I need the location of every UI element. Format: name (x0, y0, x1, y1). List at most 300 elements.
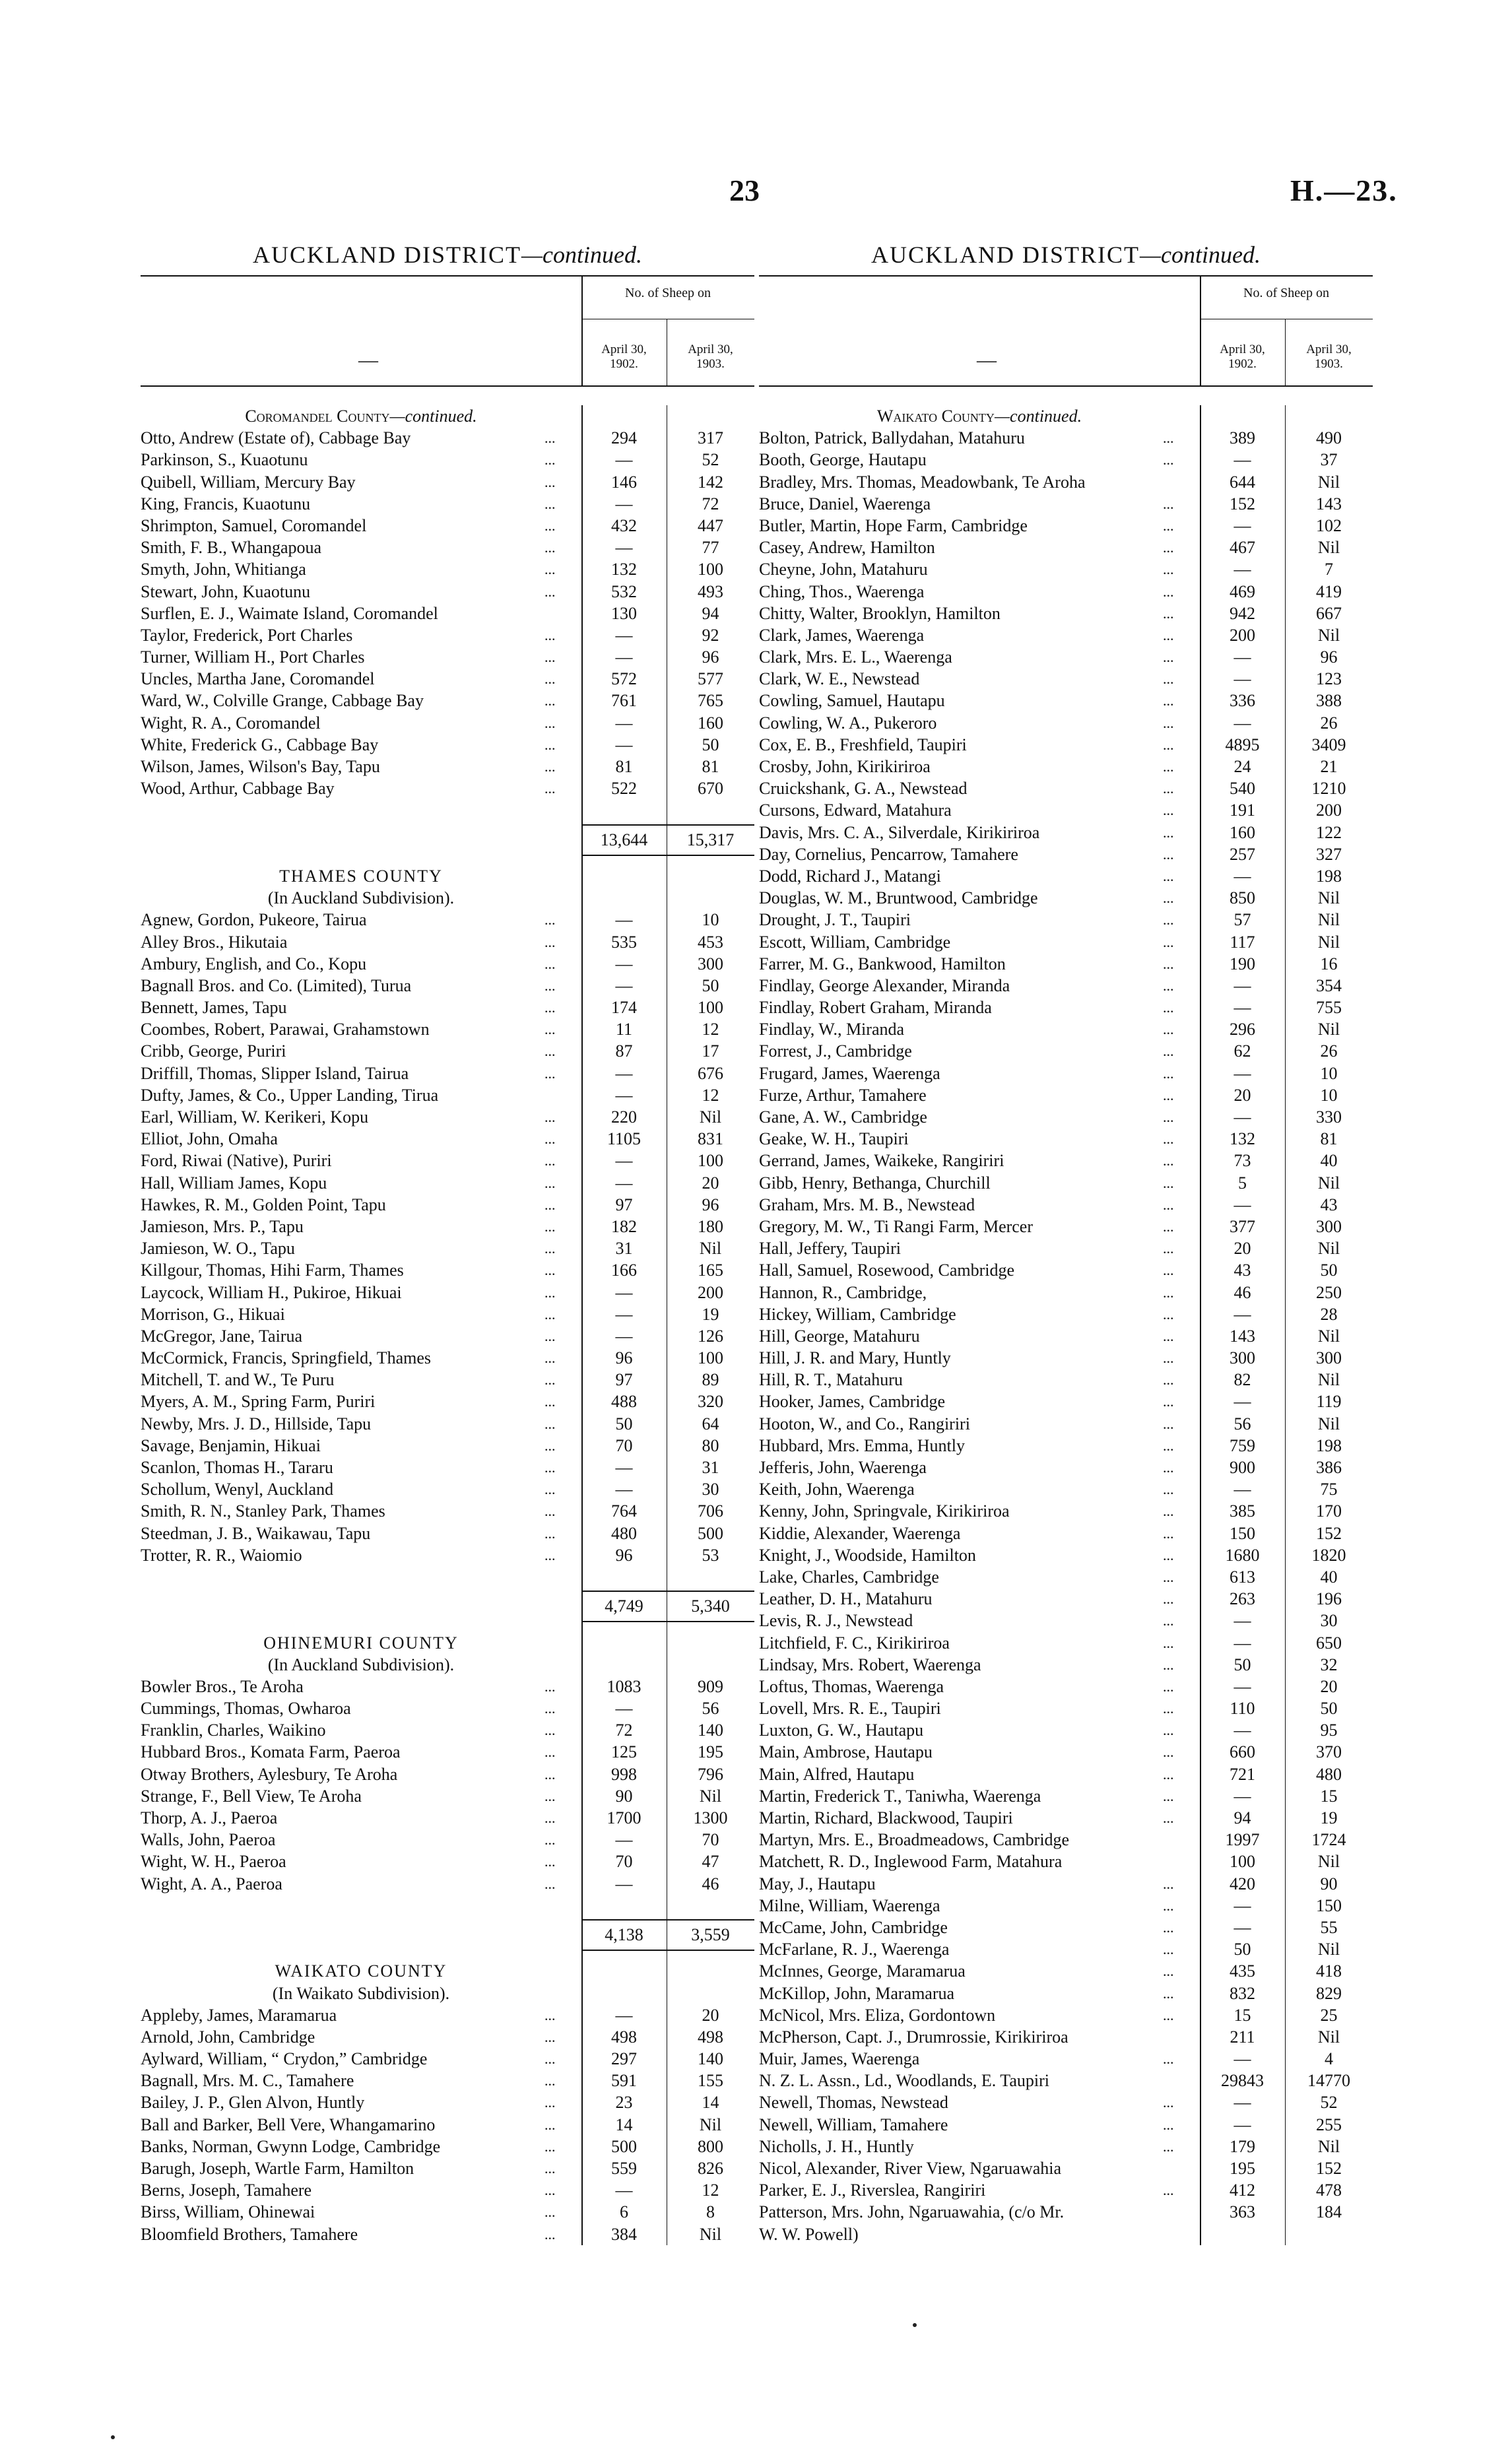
table-row (759, 1063, 1373, 1084)
table-row (141, 1128, 754, 1150)
sheep-1902: 190 (1230, 954, 1255, 973)
leader-dots: ... (544, 561, 556, 578)
leader-dots: ... (544, 1305, 556, 1323)
sheep-1903: 140 (698, 1721, 723, 1740)
sheep-1903: 300 (1316, 1216, 1342, 1236)
owner-name: Wood, Arthur, Cabbage Bay (141, 779, 335, 799)
leader-dots: ... (1163, 1525, 1174, 1542)
sheep-1903: 96 (1320, 647, 1338, 667)
leader-dots: ... (544, 2028, 556, 2045)
sheep-1902: — (1233, 975, 1251, 995)
leader-dots: ... (1163, 1240, 1174, 1257)
owner-name: Smyth, John, Whitianga (141, 560, 306, 579)
table-row (141, 1851, 754, 1872)
sheep-1903: Nil (1317, 932, 1340, 952)
leader-dots: ... (1163, 495, 1174, 512)
owner-name: Bennett, James, Tapu (141, 998, 287, 1018)
leader-dots: ... (544, 517, 556, 534)
owner-name: McNicol, Mrs. Eliza, Gordontown (759, 2005, 996, 2025)
sheep-1903: 330 (1316, 1107, 1342, 1127)
sheep-1902: 56 (1233, 1414, 1251, 1433)
sheep-1902: — (1233, 1611, 1251, 1631)
spacer (141, 1566, 754, 1588)
owner-name: Clark, Mrs. E. L., Waerenga (759, 647, 952, 667)
sheep-1903: 52 (702, 450, 719, 470)
leader-dots: ... (1163, 999, 1174, 1016)
sheep-1903: 123 (1316, 669, 1342, 689)
table-body (141, 405, 754, 2245)
sheep-1903: 30 (702, 1480, 719, 1499)
leader-dots: ... (544, 1700, 556, 1717)
owner-name: Bruce, Daniel, Waerenga (759, 494, 931, 513)
table-row (759, 2157, 1373, 2179)
leader-dots: ... (1163, 1787, 1174, 1804)
table-row (759, 1237, 1373, 1259)
leader-dots: ... (1163, 1437, 1174, 1454)
owner-name: Cowling, Samuel, Hautapu (759, 691, 945, 711)
leader-dots: ... (1163, 1963, 1174, 1980)
owner-name: McCormick, Francis, Springfield, Thames (141, 1348, 432, 1368)
sheep-1902: — (615, 1173, 633, 1193)
table-row (141, 1785, 754, 1807)
owner-name: Turner, William H., Port Charles (141, 647, 365, 667)
table-row (759, 1785, 1373, 1807)
header-dash: — (358, 349, 378, 371)
table-row (759, 712, 1373, 734)
sheep-1902: 297 (611, 2049, 637, 2069)
leader-dots: ... (544, 1043, 556, 1060)
table-row (141, 2136, 754, 2157)
sheep-1902: 300 (1230, 1348, 1255, 1368)
leader-dots: ... (544, 2116, 556, 2133)
sheep-1902: — (1233, 1786, 1251, 1806)
leader-dots: ... (544, 1262, 556, 1279)
table-row (141, 449, 754, 471)
table-row (141, 2070, 754, 2091)
leader-dots: ... (1163, 430, 1174, 447)
table-row (141, 1040, 754, 1062)
leader-dots: ... (1163, 1065, 1174, 1082)
sheep-1903: Nil (1317, 2136, 1340, 2156)
sheep-1902: — (615, 625, 633, 645)
sheep-1902: 50 (1233, 1655, 1251, 1674)
owner-name: Elliot, John, Omaha (141, 1129, 278, 1149)
table-row (141, 931, 754, 953)
total-row (141, 1917, 754, 1944)
table-row (759, 1938, 1373, 1960)
sheep-1903: 577 (698, 669, 723, 689)
table-row (141, 537, 754, 558)
owner-name: McPherson, Capt. J., Drumrossie, Kirikiriroa (759, 2027, 1068, 2047)
table-row (141, 493, 754, 515)
table-row (759, 1523, 1373, 1544)
table-row (141, 1719, 754, 1741)
table-header (141, 275, 754, 387)
owner-name: Otto, Andrew (Estate of), Cabbage Bay (141, 428, 411, 448)
sheep-1903: 12 (702, 1085, 719, 1105)
sheep-1902: 191 (1230, 801, 1255, 820)
sheep-1902: 257 (1230, 844, 1255, 864)
sheep-1903: 831 (698, 1129, 723, 1149)
leader-dots: ... (544, 911, 556, 929)
leader-dots: ... (1163, 911, 1174, 929)
sheep-1903: 100 (698, 1151, 723, 1171)
owner-name: Hall, William James, Kopu (141, 1173, 327, 1193)
sheep-1902: — (615, 2005, 633, 2025)
owner-name: Litchfield, F. C., Kirikiriroa (759, 1633, 950, 1653)
leader-dots: ... (1163, 1941, 1174, 1958)
leader-dots: ... (1163, 2051, 1174, 2068)
table-row (759, 1960, 1373, 1982)
printer-mark (913, 2323, 917, 2327)
sheep-1902: — (1233, 2049, 1251, 2069)
table-row (759, 624, 1373, 646)
leader-dots: ... (1163, 1174, 1174, 1191)
sheep-1902: 97 (615, 1195, 633, 1214)
table-row (759, 1391, 1373, 1412)
sheep-1903: 1300 (693, 1808, 728, 1827)
table-row (141, 1676, 754, 1697)
table-row (759, 515, 1373, 537)
sheep-1902: 132 (611, 560, 637, 579)
owner-name: Douglas, W. M., Bruntwood, Cambridge (759, 888, 1038, 908)
column-heading (141, 241, 754, 275)
leader-dots: ... (544, 1481, 556, 1498)
owner-name: Hooker, James, Cambridge (759, 1392, 946, 1412)
leader-dots: ... (544, 714, 556, 731)
leader-dots: ... (1163, 517, 1174, 534)
owner-name: Day, Cornelius, Pencarrow, Tamahere (759, 844, 1018, 864)
sheep-1902: 336 (1230, 691, 1255, 711)
owner-name: Knight, J., Woodside, Hamilton (759, 1545, 976, 1565)
table-row (141, 581, 754, 603)
table-body (759, 405, 1373, 2245)
owner-name: Cribb, George, Puriri (141, 1041, 286, 1061)
table-row (141, 558, 754, 580)
leader-dots: ... (544, 1459, 556, 1476)
owner-name: Davis, Mrs. C. A., Silverdale, Kirikiriroa (759, 822, 1040, 842)
leader-dots: ... (544, 1678, 556, 1695)
sheep-1903: 100 (698, 998, 723, 1018)
leader-dots: ... (1163, 1897, 1174, 1914)
sheep-1903: 50 (1320, 1261, 1338, 1280)
sheep-1902: 644 (1230, 472, 1255, 492)
sheep-1903: 37 (1320, 450, 1338, 470)
owner-name: Booth, George, Hautapu (759, 450, 927, 470)
table-row (141, 734, 754, 756)
table-row (759, 1632, 1373, 1654)
table-row (759, 1741, 1373, 1763)
table-row (759, 537, 1373, 558)
owner-name: Parker, E. J., Riverslea, Rangiriri (759, 2181, 986, 2200)
sheep-1902: — (615, 713, 633, 733)
section-suffix: —continued. (389, 407, 477, 426)
sheep-1903: 170 (1316, 1501, 1342, 1521)
leader-dots: ... (1163, 1765, 1174, 1783)
owner-name: Laycock, William H., Pukiroe, Hikuai (141, 1282, 402, 1302)
owner-name: Bagnall, Mrs. M. C., Tamahere (141, 2071, 354, 2091)
table-row (141, 1523, 754, 1544)
owner-name: Aylward, William, “ Crydon,” Cambridge (141, 2049, 428, 2069)
sheep-1903: 72 (702, 494, 719, 513)
owner-name: Ching, Thos., Waerenga (759, 581, 925, 601)
sheep-1903: Nil (699, 1786, 722, 1806)
table-row (141, 1457, 754, 1478)
sheep-1902: 82 (1233, 1370, 1251, 1390)
owner-name: Ford, Riwai (Native), Puriri (141, 1151, 332, 1171)
leader-dots: ... (544, 1437, 556, 1454)
sheep-1902: 87 (615, 1041, 633, 1061)
table-row (141, 646, 754, 668)
sheep-1903: 81 (1320, 1129, 1338, 1149)
section-title: (In Waikato Subdivision). (272, 1983, 450, 2003)
table-row (141, 1391, 754, 1412)
owner-name: Matchett, R. D., Inglewood Farm, Matahura (759, 1852, 1063, 1872)
leader-dots: ... (1163, 561, 1174, 578)
table-row (759, 1829, 1373, 1851)
sheep-1903: 95 (1320, 1721, 1338, 1740)
document-code: H.—23. (1290, 174, 1398, 207)
owner-name: McFarlane, R. J., Waerenga (759, 1940, 950, 1959)
owner-name: Jefferis, John, Waerenga (759, 1458, 927, 1477)
leader-dots: ... (544, 1831, 556, 1849)
table-row (759, 2091, 1373, 2113)
owner-name: Otway Brothers, Aylesbury, Te Aroha (141, 1764, 398, 1784)
owner-name: Appleby, James, Maramarua (141, 2005, 337, 2025)
table-row (759, 777, 1373, 799)
section-heading (141, 1654, 581, 1676)
sheep-1902: — (1233, 515, 1251, 535)
sheep-1902: 20 (1233, 1085, 1251, 1105)
sheep-1903: 667 (1316, 603, 1342, 623)
sheep-1902: — (1233, 669, 1251, 689)
sheep-1902: 11 (615, 1020, 633, 1039)
leader-dots: ... (544, 999, 556, 1016)
leader-dots: ... (1163, 1612, 1174, 1629)
leader-dots: ... (1163, 1021, 1174, 1038)
sheep-1903: 31 (702, 1458, 719, 1477)
sheep-1902: 174 (611, 998, 637, 1018)
sheep-1903: 8 (706, 2202, 715, 2222)
table-row (759, 1216, 1373, 1237)
leader-dots: ... (544, 2160, 556, 2177)
sheep-1903: 7 (1325, 560, 1333, 579)
owner-name: Lindsay, Mrs. Robert, Waerenga (759, 1655, 981, 1674)
table-row (759, 1588, 1373, 1610)
sheep-1902: 263 (1230, 1589, 1255, 1609)
leader-dots: ... (544, 2138, 556, 2155)
table-row (759, 1347, 1373, 1369)
sheep-1903: Nil (699, 1239, 722, 1259)
owner-name: Hill, R. T., Matahuru (759, 1370, 903, 1390)
table-row (759, 646, 1373, 668)
owner-name: Cruickshank, G. A., Newstead (759, 779, 968, 799)
owner-name: McGregor, Jane, Tairua (141, 1326, 303, 1346)
year-label: April 30, (601, 343, 647, 356)
table-row (759, 1983, 1373, 2004)
sheep-1902: 721 (1230, 1764, 1255, 1784)
owner-name: Bailey, J. P., Glen Alvon, Huntly (141, 2093, 365, 2113)
sheep-1903: 493 (698, 581, 723, 601)
table-row (759, 471, 1373, 493)
sheep-1903: 200 (1316, 801, 1342, 820)
owner-name: Hill, George, Matahuru (759, 1326, 920, 1346)
table-row (141, 1237, 754, 1259)
sheep-1902: 900 (1230, 1458, 1255, 1477)
table-row (759, 1807, 1373, 1829)
leader-dots: ... (544, 1218, 556, 1235)
sheep-1903: 15 (1320, 1786, 1338, 1806)
sheep-1903: 119 (1316, 1392, 1342, 1412)
owner-name: Butler, Martin, Hope Farm, Cambridge (759, 515, 1028, 535)
sheep-1902: — (1233, 1917, 1251, 1937)
sheep-1902: 532 (611, 581, 637, 601)
table-row (759, 558, 1373, 580)
owner-name: McCame, John, Cambridge (759, 1917, 948, 1937)
table-row (141, 1763, 754, 1785)
owner-name: Coombes, Robert, Parawai, Grahamstown (141, 1020, 430, 1039)
sheep-1902: 6 (620, 2202, 628, 2222)
sheep-1903: 92 (702, 625, 719, 645)
leader-dots: ... (544, 977, 556, 994)
sheep-1903: 32 (1320, 1655, 1338, 1674)
leader-dots: ... (544, 1327, 556, 1344)
leader-dots: ... (1163, 1503, 1174, 1520)
sheep-1902: — (1233, 1392, 1251, 1412)
sheep-1902: 572 (611, 669, 637, 689)
owner-name: Hawkes, R. M., Golden Point, Tapu (141, 1195, 386, 1214)
sheep-1902: 761 (611, 691, 637, 711)
leader-dots: ... (1163, 1568, 1174, 1585)
sheep-1902: 500 (611, 2136, 637, 2156)
sheep-1903: 50 (702, 735, 719, 754)
owner-name: McKillop, John, Maramarua (759, 1983, 955, 2003)
sheep-1903: 386 (1316, 1458, 1342, 1477)
leader-dots: ... (1163, 1327, 1174, 1344)
sheep-1903: 196 (1316, 1589, 1342, 1609)
sheep-1903: 19 (1320, 1808, 1338, 1827)
year-1902-header (1200, 343, 1285, 372)
owner-name: Myers, A. M., Spring Farm, Puriri (141, 1392, 376, 1412)
sheep-1902: 72 (615, 1721, 633, 1740)
leader-dots: ... (544, 430, 556, 447)
table-row (759, 1172, 1373, 1194)
leader-dots: ... (544, 692, 556, 709)
owner-name: Smith, F. B., Whangapoua (141, 538, 322, 558)
leader-dots: ... (544, 1787, 556, 1804)
sheep-1903: 165 (698, 1261, 723, 1280)
sheep-1903: 96 (702, 1195, 719, 1214)
sheep-1902: 117 (1230, 932, 1255, 952)
owner-name: Findlay, George Alexander, Miranda (759, 975, 1010, 995)
sheep-1902: 182 (611, 1216, 637, 1236)
sheep-1902: 1680 (1225, 1545, 1260, 1565)
sheep-1902: — (1233, 2093, 1251, 2113)
table-row (759, 1128, 1373, 1150)
owner-name: Gerrand, James, Waikeke, Rangiriri (759, 1151, 1004, 1171)
table-row (759, 1194, 1373, 1216)
sheep-1902: 220 (611, 1107, 637, 1127)
table-row (759, 1873, 1373, 1895)
owner-name: Keith, John, Waerenga (759, 1480, 915, 1499)
owner-name: Dodd, Richard J., Matangi (759, 866, 941, 886)
table-row (141, 975, 754, 997)
leader-dots: ... (1163, 1305, 1174, 1323)
section-title: Coromandel County (245, 407, 390, 426)
sheep-1903: 122 (1316, 822, 1342, 842)
sheep-1902: — (1233, 1304, 1251, 1324)
leader-dots: ... (544, 671, 556, 688)
sheep-1902: 540 (1230, 779, 1255, 799)
owner-name: Strange, F., Bell View, Te Aroha (141, 1786, 362, 1806)
leader-dots: ... (544, 1393, 556, 1410)
leader-dots: ... (1163, 1393, 1174, 1410)
leader-dots: ... (544, 1810, 556, 1826)
section-title: Waikato County (876, 407, 995, 426)
sheep-1902: 179 (1230, 2136, 1255, 2156)
table-row (141, 2179, 754, 2201)
owner-name: Clark, James, Waerenga (759, 625, 925, 645)
printer-mark (111, 2435, 115, 2439)
leader-dots: ... (1163, 2094, 1174, 2111)
table-row (759, 734, 1373, 756)
table-row (141, 1084, 754, 1106)
sheep-1902: 23 (615, 2093, 633, 2113)
sheep-1903: 10 (702, 910, 719, 930)
table-row (141, 1500, 754, 1522)
sheep-1902: 130 (611, 603, 637, 623)
table-row (141, 997, 754, 1018)
table-row (759, 997, 1373, 1018)
table-row (141, 2026, 754, 2048)
table-row (759, 2223, 1373, 2245)
owner-name: Drought, J. T., Taupiri (759, 910, 911, 930)
owner-name: Stewart, John, Kuaotunu (141, 581, 311, 601)
sheep-1903: 14770 (1307, 2071, 1350, 2091)
owner-name: Ball and Barker, Bell Vere, Whangamarino (141, 2115, 436, 2134)
sheep-1903: 480 (1316, 1764, 1342, 1784)
table-row (759, 2201, 1373, 2223)
owner-name: Savage, Benjamin, Hikuai (141, 1435, 321, 1455)
sheep-1903: 1820 (1311, 1545, 1346, 1565)
owner-name: Hubbard, Mrs. Emma, Huntly (759, 1435, 965, 1455)
sheep-1903: 765 (698, 691, 723, 711)
leader-dots: ... (544, 583, 556, 600)
table-row (759, 1106, 1373, 1128)
leader-dots: ... (1163, 1196, 1174, 1213)
leader-dots: ... (1163, 1109, 1174, 1125)
table-row (141, 1807, 754, 1829)
owner-name: Furze, Arthur, Tamahere (759, 1085, 927, 1105)
owner-name: Hubbard Bros., Komata Farm, Paeroa (141, 1742, 401, 1762)
sheep-1903: 16 (1320, 954, 1338, 973)
sheep-1902: 14 (615, 2115, 633, 2134)
sheep-1903: 77 (702, 538, 719, 558)
sheep-1903: 453 (698, 932, 723, 952)
sheep-1903: 64 (702, 1414, 719, 1433)
owner-name: Ambury, English, and Co., Kopu (141, 954, 367, 973)
table-row (759, 1566, 1373, 1588)
sheep-1902: 535 (611, 932, 637, 952)
table-row (759, 756, 1373, 777)
section-heading (759, 405, 1200, 427)
sheep-1902: 294 (611, 428, 637, 448)
sheep-1903: 10 (1320, 1085, 1338, 1105)
leader-dots: ... (1163, 845, 1174, 863)
sheep-1902: 412 (1230, 2181, 1255, 2200)
sheep-1903: 800 (698, 2136, 723, 2156)
sheep-1903: 418 (1316, 1961, 1342, 1981)
